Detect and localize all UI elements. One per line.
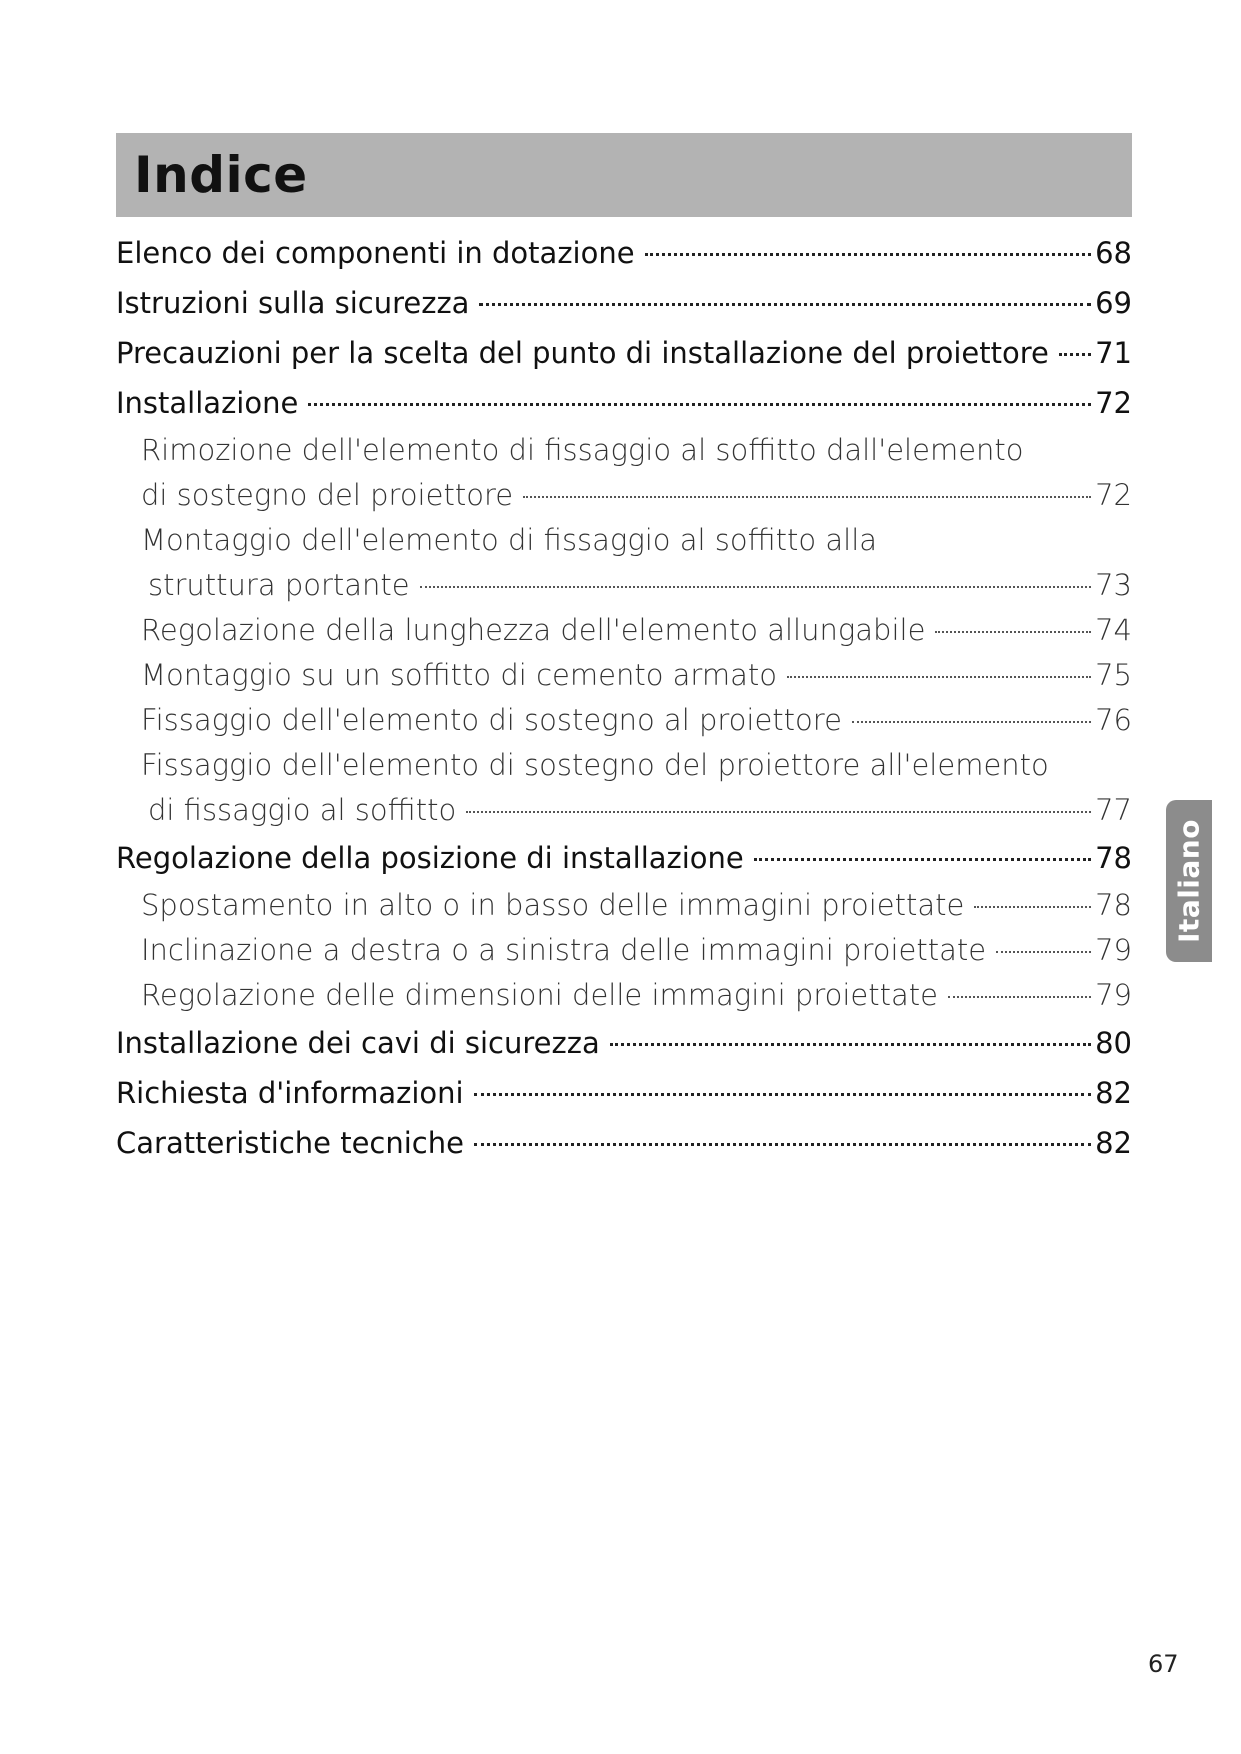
toc-subentry [116,608,1132,653]
toc-subentry [116,973,1132,1018]
dot-leader [754,858,1091,861]
dot-leader [935,631,1091,633]
dot-leader [996,951,1091,953]
toc-subentry [116,883,1132,928]
toc-entry-title: Regolazione delle dimensioni delle immagini proiettate [141,978,938,1012]
toc-entry-title: Regolazione della posizione di installazione [116,841,744,875]
language-tab [1166,800,1212,962]
toc-line [116,228,1132,278]
toc-page-number: 72 [1095,386,1132,420]
toc-line [116,883,1132,928]
toc-line [116,473,1132,518]
toc-line [116,1118,1132,1168]
table-of-contents [116,228,1132,1168]
toc-entry [116,228,1132,278]
toc-page-number: 71 [1095,336,1132,370]
toc-line [116,608,1132,653]
dot-leader [479,303,1091,306]
toc-page-number: 75 [1095,658,1132,692]
dot-leader [474,1093,1092,1096]
toc-page-number: 78 [1095,888,1132,922]
dot-leader [948,996,1091,998]
toc-entry [116,278,1132,328]
toc-entry [116,328,1132,378]
toc-entry-title: di sostegno del proiettore [141,478,514,512]
toc-page-number: 72 [1095,478,1132,512]
toc-page-number: 76 [1095,703,1132,737]
toc-page-number: 82 [1095,1076,1132,1110]
dot-leader [474,1143,1091,1146]
dot-leader [420,586,1091,588]
page-title: Indice [134,146,308,204]
dot-leader [610,1043,1091,1046]
toc-line [116,328,1132,378]
toc-subentry [116,518,1132,608]
toc-entry-title: Elenco dei componenti in dotazione [116,236,635,270]
toc-entry-title: Spostamento in alto o in basso delle immagini proiettate [141,888,965,922]
toc-line [116,1068,1132,1118]
toc-entry-title: struttura portante [148,568,410,602]
toc-line [116,653,1132,698]
toc-page-number: 74 [1095,613,1132,647]
toc-entry-title: Installazione dei cavi di sicurezza [116,1026,600,1060]
language-tab-label: Italiano [1172,819,1206,943]
toc-page-number: 69 [1095,286,1132,320]
toc-line [116,973,1132,1018]
toc-entry-title: Installazione [116,386,299,420]
toc-entry-title: Rimozione dell'elemento di fissaggio al soffitto dall'elemento [141,433,1024,467]
toc-line [116,378,1132,428]
toc-page-number: 80 [1095,1026,1132,1060]
dot-leader [1059,353,1091,356]
toc-line [116,278,1132,328]
toc-line [116,928,1132,973]
dot-leader [645,253,1092,256]
toc-line [116,428,1132,473]
toc-entry-title: Montaggio su un soffitto di cemento armato [141,658,777,692]
toc-entry-title: Richiesta d'informazioni [116,1076,464,1110]
toc-subentry [116,928,1132,973]
toc-subentry [116,428,1132,518]
toc-entry [116,378,1132,428]
header-bar [116,133,1132,217]
toc-page-number: 77 [1095,793,1132,827]
dot-leader [308,403,1091,406]
dot-leader [787,676,1091,678]
dot-leader [974,906,1091,908]
toc-subentry [116,653,1132,698]
toc-line [116,698,1132,743]
toc-entry-title: Precauzioni per la scelta del punto di installazione del proiettore [116,336,1049,370]
toc-entry-title: Fissaggio dell'elemento di sostegno del proiettore all'elemento [141,748,1049,782]
dot-leader [523,496,1091,498]
toc-entry-title: Regolazione della lunghezza dell'elemento allungabile [141,613,926,647]
toc-page-number: 73 [1095,568,1132,602]
dot-leader [852,721,1091,723]
toc-entry-title: Istruzioni sulla sicurezza [116,286,470,320]
toc-subentry [116,743,1132,833]
toc-entry [116,833,1132,883]
toc-entry-title: Fissaggio dell'elemento di sostegno al proiettore [141,703,842,737]
toc-entry-title: di fissaggio al soffitto [148,793,457,827]
toc-line [116,743,1132,788]
toc-entry-title: Montaggio dell'elemento di fissaggio al soffitto alla [141,523,878,557]
toc-entry [116,1018,1132,1068]
toc-page-number: 82 [1095,1126,1132,1160]
toc-line [116,563,1132,608]
toc-entry [116,1118,1132,1168]
toc-line [116,833,1132,883]
toc-line [116,788,1132,833]
toc-page-number: 68 [1095,236,1132,270]
toc-entry-title: Caratteristiche tecniche [116,1126,464,1160]
toc-page-number: 79 [1095,978,1132,1012]
dot-leader [466,811,1091,813]
toc-line [116,518,1132,563]
toc-entry-title: Inclinazione a destra o a sinistra delle immagini proiettate [141,933,987,967]
toc-line [116,1018,1132,1068]
toc-subentry [116,698,1132,743]
toc-entry [116,1068,1132,1118]
toc-page-number: 79 [1095,933,1132,967]
page-number: 67 [1148,1650,1179,1678]
toc-page-number: 78 [1095,841,1132,875]
